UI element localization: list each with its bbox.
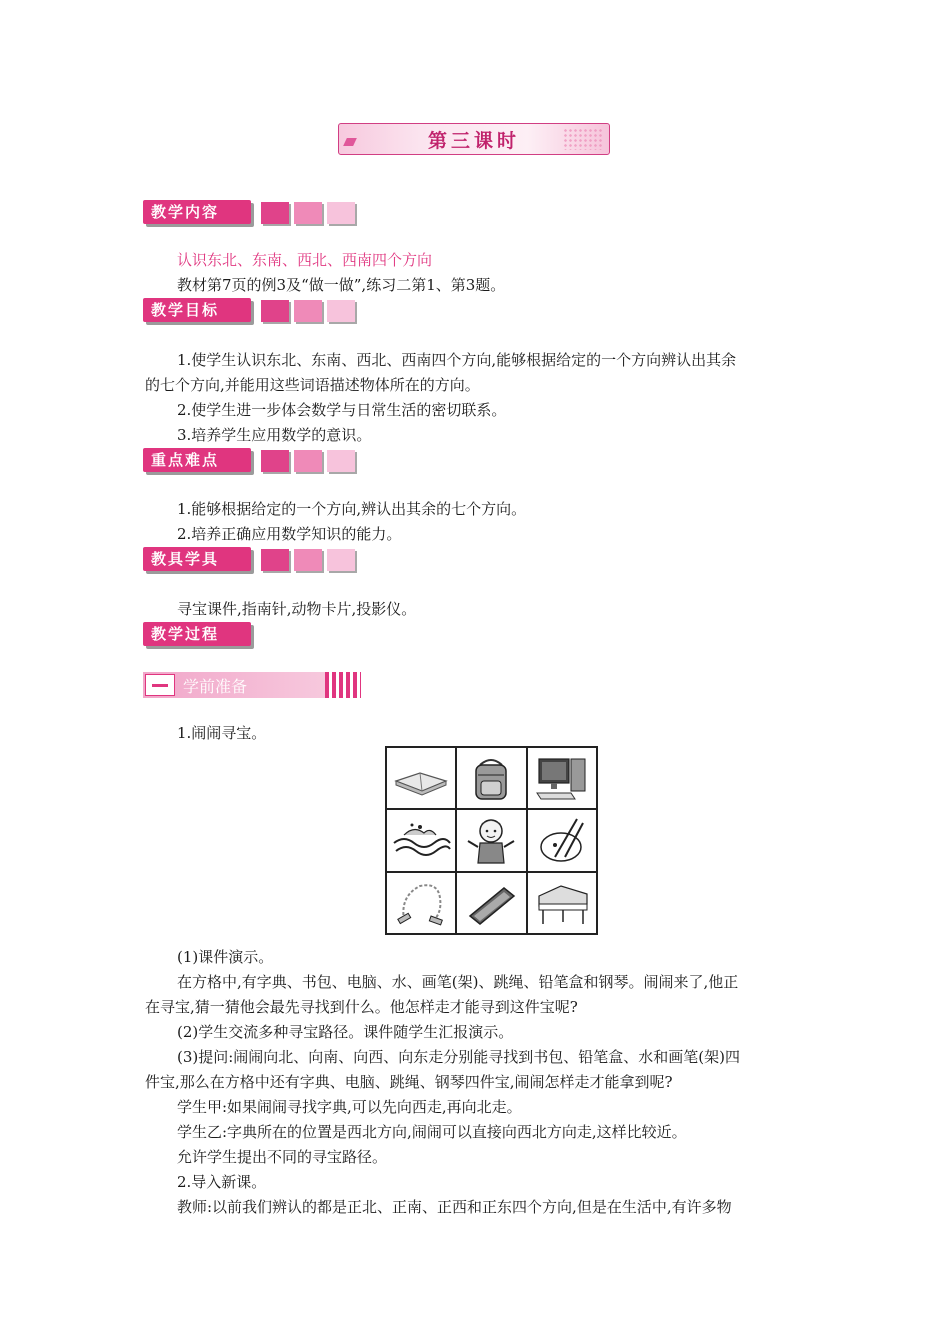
key-point-line: 1.能够根据给定的一个方向,辨认出其余的七个方向。 [177,500,527,518]
decor-square-dark [261,300,289,322]
decor-square-light [327,300,355,322]
dash-one-icon [145,674,175,696]
decor-square-mid [294,202,322,224]
water-icon [390,813,452,867]
body-line: 允许学生提出不同的寻宝路径。 [177,1148,388,1166]
piano-icon [531,876,593,930]
goal-line: 的七个方向,并能用这些词语描述物体所在的方向。 [145,376,480,394]
jump-rope-icon [390,876,452,930]
body-line: 在寻宝,猜一猜他会最先寻找到什么。他怎样走才能寻到这件宝呢? [145,998,578,1016]
body-line: 学生乙:字典所在的位置是西北方向,闹闹可以直接向西北方向走,这样比较近。 [177,1123,687,1141]
dictionary-icon [390,751,452,805]
content-topic: 认识东北、东南、西北、西南四个方向 [177,251,433,269]
grid-cell-computer [527,747,597,809]
decor-square-mid [294,549,322,571]
body-line: 件宝,那么在方格中还有字典、电脑、跳绳、钢琴四件宝,闹闹怎样走才能拿到呢? [145,1073,673,1091]
goal-line: 2.使学生进一步体会数学与日常生活的密切联系。 [177,401,507,419]
body-line: (2)学生交流多种寻宝路径。课件随学生汇报演示。 [177,1023,514,1041]
pencil-box-icon [460,876,522,930]
grid-cell-jump-rope [386,872,456,934]
lesson-title: 第三课时 [427,130,520,152]
grid-cell-boy [456,809,526,871]
computer-icon [531,751,593,805]
tools-text: 寻宝课件,指南针,动物卡片,投影仪。 [177,600,417,618]
section-label-tools: 教具学具 [143,547,251,571]
grid-cell-paintbrush [527,809,597,871]
decor-square-light [327,450,355,472]
schoolbag-icon [460,751,522,805]
body-line: 教师:以前我们辨认的都是正北、正南、正西和正东四个方向,但是在生活中,有许多物 [177,1198,732,1216]
decor-square-light [327,202,355,224]
grid-cell-dictionary [386,747,456,809]
grid-cell-schoolbag [456,747,526,809]
decor-square-mid [294,450,322,472]
paintbrush-palette-icon [531,813,593,867]
section-label-goals: 教学目标 [143,298,251,322]
activity-title: 1.闹闹寻宝。 [177,724,267,742]
goal-line: 1.使学生认识东北、东南、西北、西南四个方向,能够根据给定的一个方向辨认出其余 [177,351,737,369]
decor-square-dark [261,450,289,472]
grid-cell-piano [527,872,597,934]
decor-square-light [327,549,355,571]
decor-square-dark [261,202,289,224]
grid-cell-water [386,809,456,871]
section-label-key-points: 重点难点 [143,448,251,472]
decor-square-dark [261,549,289,571]
step-label: 学前准备 [183,677,248,696]
treasure-grid [385,746,598,935]
body-line: (1)课件演示。 [177,948,274,966]
section-label-content: 教学内容 [143,200,251,224]
grid-cell-pencil-box [456,872,526,934]
goal-line: 3.培养学生应用数学的意识。 [177,426,372,444]
boy-icon [460,813,522,867]
section-label-process: 教学过程 [143,622,251,646]
decor-square-mid [294,300,322,322]
lesson-title-banner [338,123,610,155]
key-point-line: 2.培养正确应用数学知识的能力。 [177,525,402,543]
content-source: 教材第7页的例3及“做一做”,练习二第1、第3题。 [177,276,506,294]
body-line: 在方格中,有字典、书包、电脑、水、画笔(架)、跳绳、铅笔盒和钢琴。闹闹来了,他正 [177,973,739,991]
step-header [143,672,361,698]
step-stripe-decoration [325,672,361,698]
body-line: (3)提问:闹闹向北、向南、向西、向东走分别能寻找到书包、铅笔盒、水和画笔(架)四 [177,1048,741,1066]
body-line: 2.导入新课。 [177,1173,267,1191]
body-line: 学生甲:如果闹闹寻找字典,可以先向西走,再向北走。 [177,1098,522,1116]
